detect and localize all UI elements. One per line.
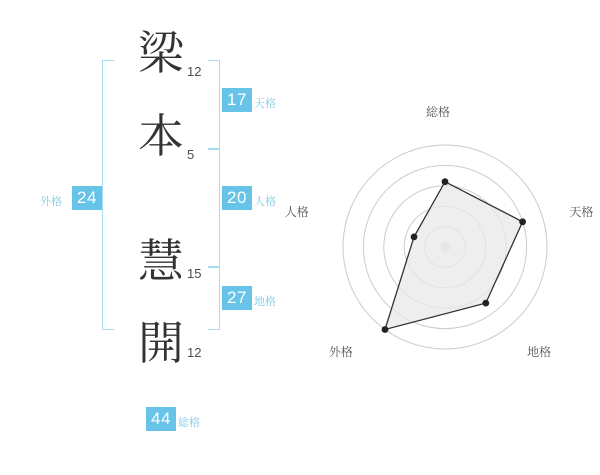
tenkaku-label: 天格 (254, 97, 276, 110)
name-character-1: 梁 (138, 26, 184, 80)
radar-data-point (411, 234, 418, 241)
radar-data-point (482, 300, 489, 307)
jinkaku-value: 20 (222, 186, 252, 210)
gaikaku-value: 24 (72, 186, 102, 210)
radar-data-point (519, 218, 526, 225)
name-stroke-panel (0, 0, 300, 470)
radar-axis-label-gaikaku: 外格 (328, 344, 353, 359)
name-character-4: 開 (138, 316, 184, 370)
bracket-tenkaku (208, 60, 220, 150)
radar-axis-label-tenkaku: 天格 (569, 205, 594, 220)
radar-data-point (442, 178, 449, 185)
bracket-gaikaku (102, 60, 114, 330)
radar-chart-svg (300, 0, 600, 470)
name-character-2: 本 (138, 109, 184, 163)
radar-axis-label-soukaku: 総格 (426, 105, 451, 119)
radar-series-polygon (385, 182, 523, 330)
bracket-chikaku (208, 266, 220, 330)
soukaku-label: 総格 (178, 416, 200, 429)
bracket-jinkaku (208, 148, 220, 268)
stroke-count-1: 12 (187, 64, 202, 79)
name-character-3: 慧 (138, 234, 184, 288)
stroke-count-2: 5 (187, 147, 195, 162)
jinkaku-label: 人格 (254, 195, 276, 208)
gaikaku-label: 外格 (40, 195, 62, 208)
radar-chart (284, 0, 600, 470)
tenkaku-value: 17 (222, 88, 252, 112)
stroke-count-3: 15 (187, 266, 202, 281)
soukaku-value: 44 (146, 407, 176, 431)
radar-axis-label-jinkaku: 人格 (284, 205, 309, 220)
radar-data-point (382, 326, 389, 333)
chikaku-value: 27 (222, 286, 252, 310)
chikaku-label: 地格 (254, 295, 276, 308)
stroke-count-4: 12 (187, 345, 202, 360)
radar-axis-label-chikaku: 地格 (527, 344, 552, 359)
